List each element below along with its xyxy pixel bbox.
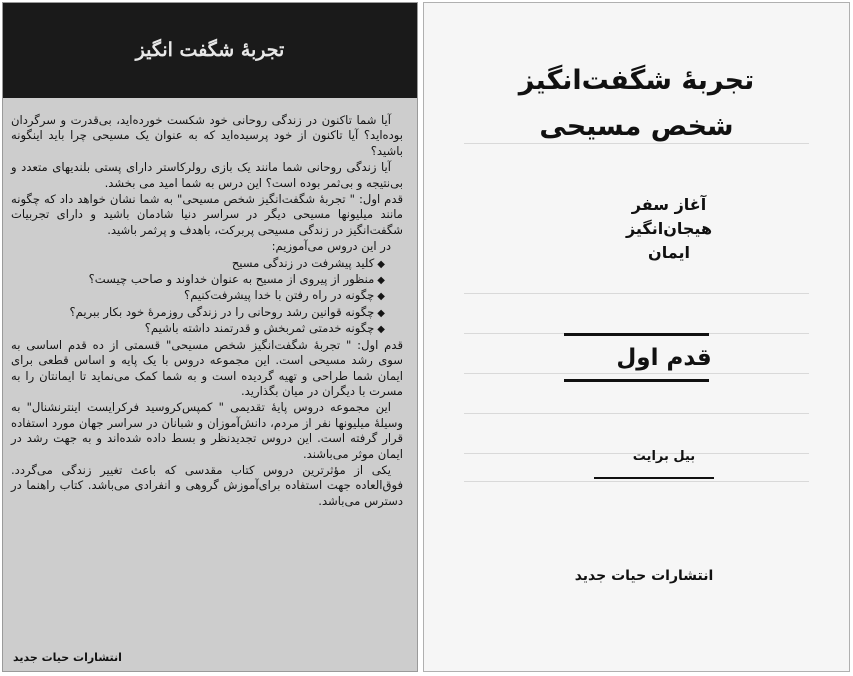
back-cover-publisher: انتشارات حیات جدید [13, 651, 122, 664]
step-rule-top [564, 333, 709, 336]
list-item [11, 321, 385, 337]
list-item-text: چگونه در راه رفتن با خدا پیشرفت‌کنیم؟ [184, 288, 375, 303]
list-item [11, 305, 385, 321]
list-item-text: کلید پیشرفت در زندگی مسیح [231, 255, 375, 270]
bullet-icon: ◆ [377, 258, 385, 270]
list-item [11, 256, 385, 272]
paragraph: آیا شما تاکنون در زندگی روحانی خود شکست خورده‌اید، بی‌قدرت و سرگردان بوده‌اید؟ آیا تاکنون از خود پرسیده‌اید که به عنوان یک مسیحی چرا باید اینگونه باشید؟ [11, 113, 403, 158]
lesson-bullet-list [11, 256, 403, 338]
back-cover-text [11, 113, 403, 510]
author-rule [594, 477, 714, 479]
list-item [11, 272, 385, 288]
step-rule-bottom [564, 379, 709, 382]
book-title-line-1: تجربهٔ شگفت‌انگیز [518, 65, 755, 96]
back-cover-title: تجربهٔ شگفت انگیز [135, 39, 285, 61]
list-item-text: منظور از پیروی از مسیح به عنوان خداوند و صاحب چیست؟ [88, 272, 375, 287]
title-page [423, 2, 850, 672]
bullet-icon: ◆ [377, 324, 385, 336]
show-through-line [464, 293, 809, 294]
book-title-line-2: شخص مسیحی [539, 111, 734, 142]
show-through-line [464, 481, 809, 482]
list-item-text: چگونه خدمتی ثمربخش و قدرتمند داشته باشیم؟ [144, 321, 375, 336]
bullet-icon: ◆ [377, 307, 385, 319]
paragraph: این مجموعه دروس پایهٔ تقدیمی " کمپس‌کروسید فرکرایست اینترنشنال" به وسیلهٔ میلیونها نفر از مردم، دانش‌آموزان و شبانان در سراسر جهان مورد استفاده قرار گرفته است. این دروس تجدیدنظر و بسط داده شده‌اند و به جهت رشد در ایمان موثر می‌باشند. [11, 400, 403, 461]
paragraph: قدم اول: " تجربهٔ شگفت‌انگیز شخص مسیحی" به شما نشان خواهد داد که چگونه مانند میلیونها مسیحی دیگر در سراسر دنیا شادمان باشید و دارای تجربیات شگفت‌انگیز در زندگی مسیحی پربرکت، باهدف و پرثمر باشید. [11, 192, 403, 237]
step-title: قدم اول [616, 345, 712, 371]
bullet-icon: ◆ [377, 291, 385, 303]
paragraph: در این دروس می‌آموزیم: [271, 239, 391, 254]
header-band [3, 3, 417, 98]
list-item-text: چگونه قوانین رشد روحانی را در زندگی روزمرهٔ خود بکار ببریم؟ [69, 304, 375, 319]
bullet-icon: ◆ [377, 275, 385, 287]
show-through-line [464, 143, 809, 144]
subtitle-line: ایمان [648, 243, 690, 262]
title-page-publisher: انتشارات حیات جدید [574, 568, 714, 584]
list-item [11, 288, 385, 304]
author-name: بیل برایت [632, 449, 696, 464]
subtitle-line: هیجان‌انگیز [625, 219, 713, 238]
paragraph: یکی از مؤثرترین دروس کتاب مقدسی که باعث تغییر زندگی می‌گردد. فوق‌العاده جهت استفاده برای‌آموزش گروهی و انفرادی می‌باشد. کتاب راهنما در دسترس می‌باشد. [11, 462, 403, 508]
show-through-line [464, 373, 809, 374]
paragraph: قدم اول: " تجربهٔ شگفت‌انگیز شخص مسیحی" قسمتی از ده قدم اساسی به سوی رشد مسیحی است. این مجموعه دروس با یک پایه و اساس قطعی برای ایمان شما طراحی و تهیه گردیده است و به شما کمک می‌نماید تا ایمانتان را به مسرت با دیگران در میان بگذارید. [11, 337, 403, 398]
show-through-line [464, 413, 809, 414]
paragraph: آیا زندگی روحانی شما مانند یک بازی رولرکاستر دارای پستی بلندیهای متعدد و بی‌نتیجه و بی‌ثمر بوده است؟ این درس به شما امید می بخشد. [11, 160, 403, 190]
subtitle-line: آغاز سفر [631, 195, 707, 214]
back-cover-page [2, 2, 418, 672]
